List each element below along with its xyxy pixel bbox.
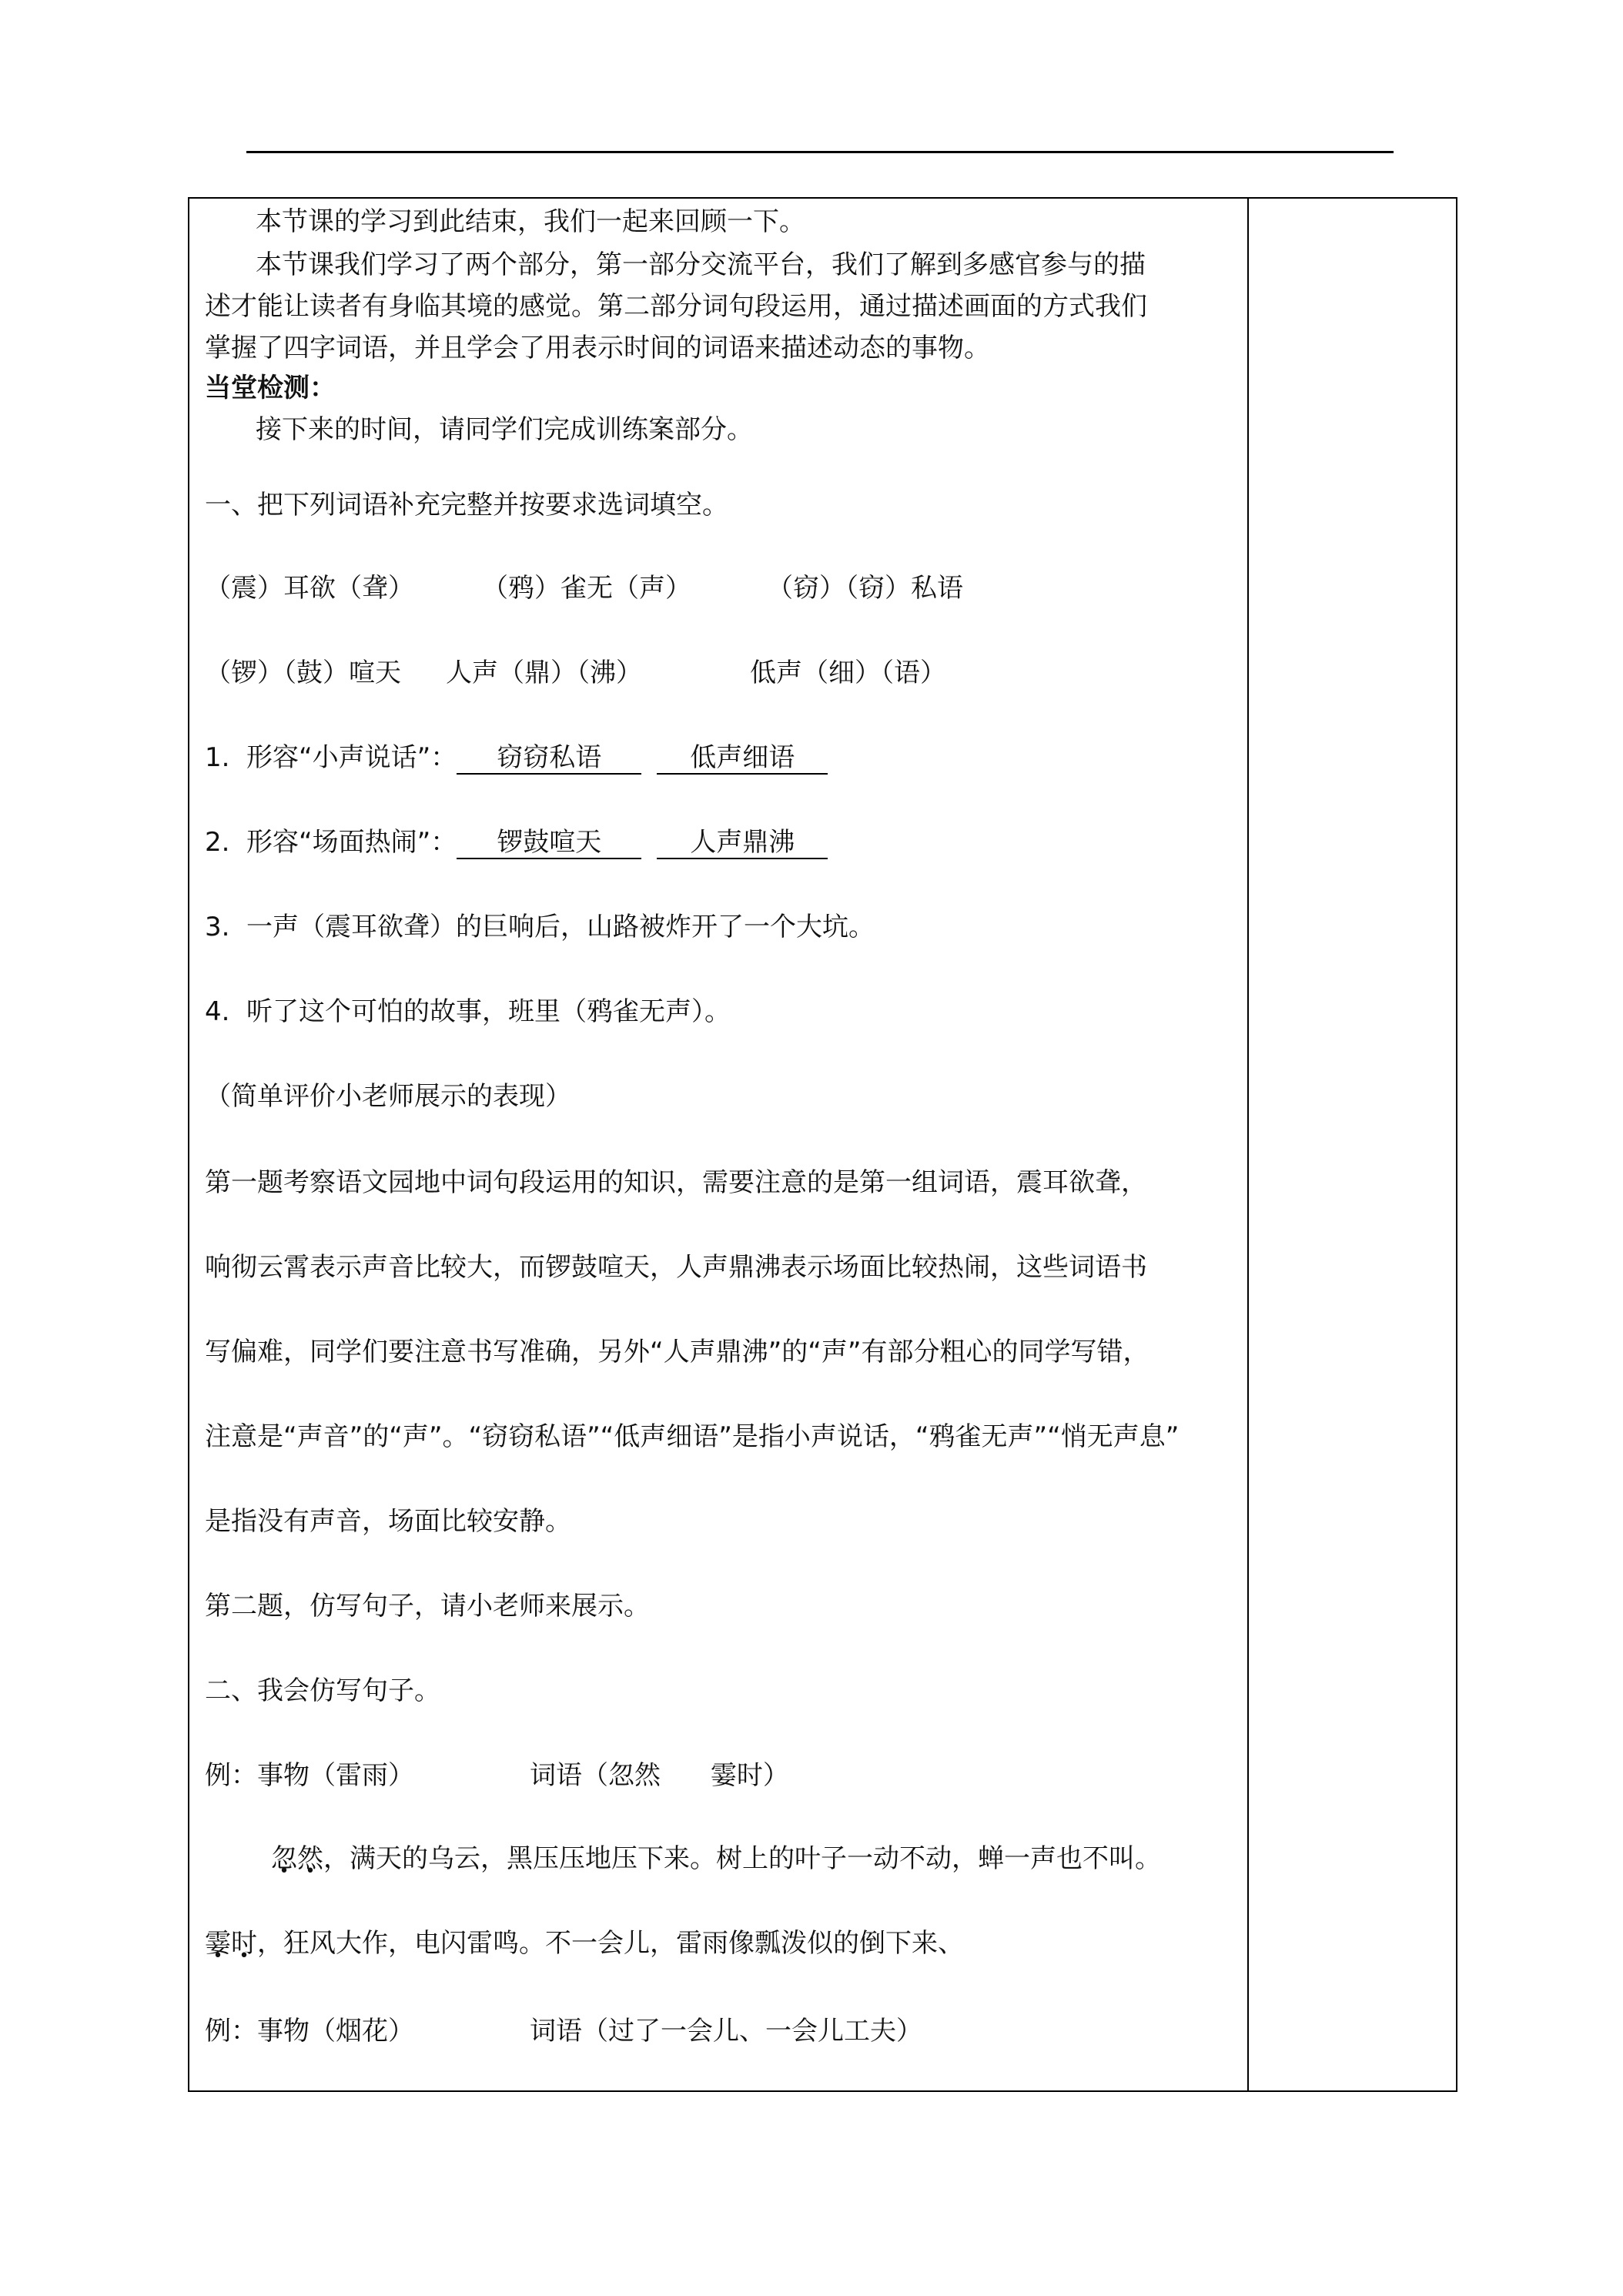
check-intro: 接下来的时间，请同学们完成训练案部分。	[256, 414, 753, 445]
emphasis-char: 时	[231, 1928, 257, 1959]
word-list-row	[205, 570, 963, 607]
example-sentence-1	[271, 1840, 1161, 1877]
review-summary-line: 本节课我们学习了两个部分，第一部分交流平台，我们了解到多感官参与的描	[256, 249, 1146, 280]
teacher-note: （简单评价小老师展示的表现）	[205, 1081, 571, 1112]
header-rule	[246, 151, 1394, 153]
answer-blank: 锣鼓喧天	[457, 827, 641, 859]
example-subject: 例：事物（雷雨）	[205, 1760, 414, 1791]
commentary-line: 第一题考察语文园地中词句段运用的知识，需要注意的是第一组词语，震耳欲聋，	[205, 1167, 1147, 1198]
question-2-title: 二、我会仿写句子。	[205, 1675, 440, 1706]
fill-item-label: 1. 形容“小声说话”：	[205, 742, 457, 773]
commentary-line: 响彻云霄表示声音比较大，而锣鼓喧天，人声鼎沸表示场面比较热闹，这些词语书	[205, 1252, 1147, 1283]
word-item: （窃）（窃）私语	[767, 573, 963, 604]
word-item: 人声（鼎）（沸）	[446, 658, 642, 688]
word-list-row	[205, 654, 946, 691]
fill-item-3: 3. 一声（震耳欲聋）的巨响后，山路被炸开了一个大坑。	[205, 912, 875, 942]
commentary-line: 是指没有声音，场面比较安静。	[205, 1506, 571, 1537]
fill-item-4: 4. 听了这个可怕的故事，班里（鸦雀无声）。	[205, 996, 731, 1027]
commentary-line: 写偏难，同学们要注意书写准确，另外“人声鼎沸”的“声”有部分粗心的同学写错，	[205, 1337, 1149, 1367]
example-2	[205, 2013, 922, 2050]
lesson-table	[188, 197, 1457, 2092]
review-intro: 本节课的学习到此结束，我们一起来回顾一下。	[256, 206, 805, 237]
answer-blank: 人声鼎沸	[657, 827, 828, 859]
review-summary-line: 掌握了四字词语，并且学会了用表示时间的词语来描述动态的事物。	[205, 333, 990, 363]
word-item: （鸦）雀无（声）	[482, 573, 691, 604]
section-heading-check: 当堂检测：	[205, 373, 336, 403]
answer-blank: 窃窃私语	[457, 742, 641, 775]
emphasis-char: 然	[297, 1843, 323, 1874]
word-item: （锣）（鼓）喧天	[205, 658, 401, 688]
example-subject: 例：事物（烟花）	[205, 2016, 414, 2047]
question-1-title: 一、把下列词语补充完整并按要求选词填空。	[205, 490, 728, 520]
example-words: 词语（忽然 霎时）	[530, 1760, 789, 1791]
example-1	[205, 1757, 789, 1794]
fill-item-2	[205, 824, 828, 861]
review-summary-line: 述才能让读者有身临其境的感觉。第二部分词句段运用，通过描述画面的方式我们	[205, 291, 1147, 322]
commentary-line: 注意是“声音”的“声”。“窃窃私语”“低声细语”是指小声说话，“鸦雀无声”“悄无声息”	[205, 1421, 1180, 1452]
sentence-text: ，满天的乌云，黑压压地压下来。树上的叶子一动不动，蝉一声也不叫。	[323, 1843, 1161, 1874]
example-sentence-2	[205, 1925, 964, 1962]
answer-blank: 低声细语	[657, 742, 828, 775]
word-item: 低声（细）（语）	[750, 658, 946, 688]
example-words: 词语（过了一会儿、一会儿工夫）	[530, 2016, 922, 2047]
sentence-text: ，狂风大作，电闪雷鸣。不一会儿，雷雨像瓢泼似的倒下来、	[257, 1928, 964, 1959]
emphasis-char: 忽	[271, 1843, 297, 1874]
word-item: （震）耳欲（聋）	[205, 573, 414, 604]
fill-item-label: 2. 形容“场面热闹”：	[205, 827, 457, 858]
column-divider	[1247, 199, 1249, 2090]
commentary-line: 第二题，仿写句子，请小老师来展示。	[205, 1591, 650, 1622]
emphasis-char: 霎	[205, 1928, 231, 1959]
fill-item-1	[205, 739, 828, 776]
